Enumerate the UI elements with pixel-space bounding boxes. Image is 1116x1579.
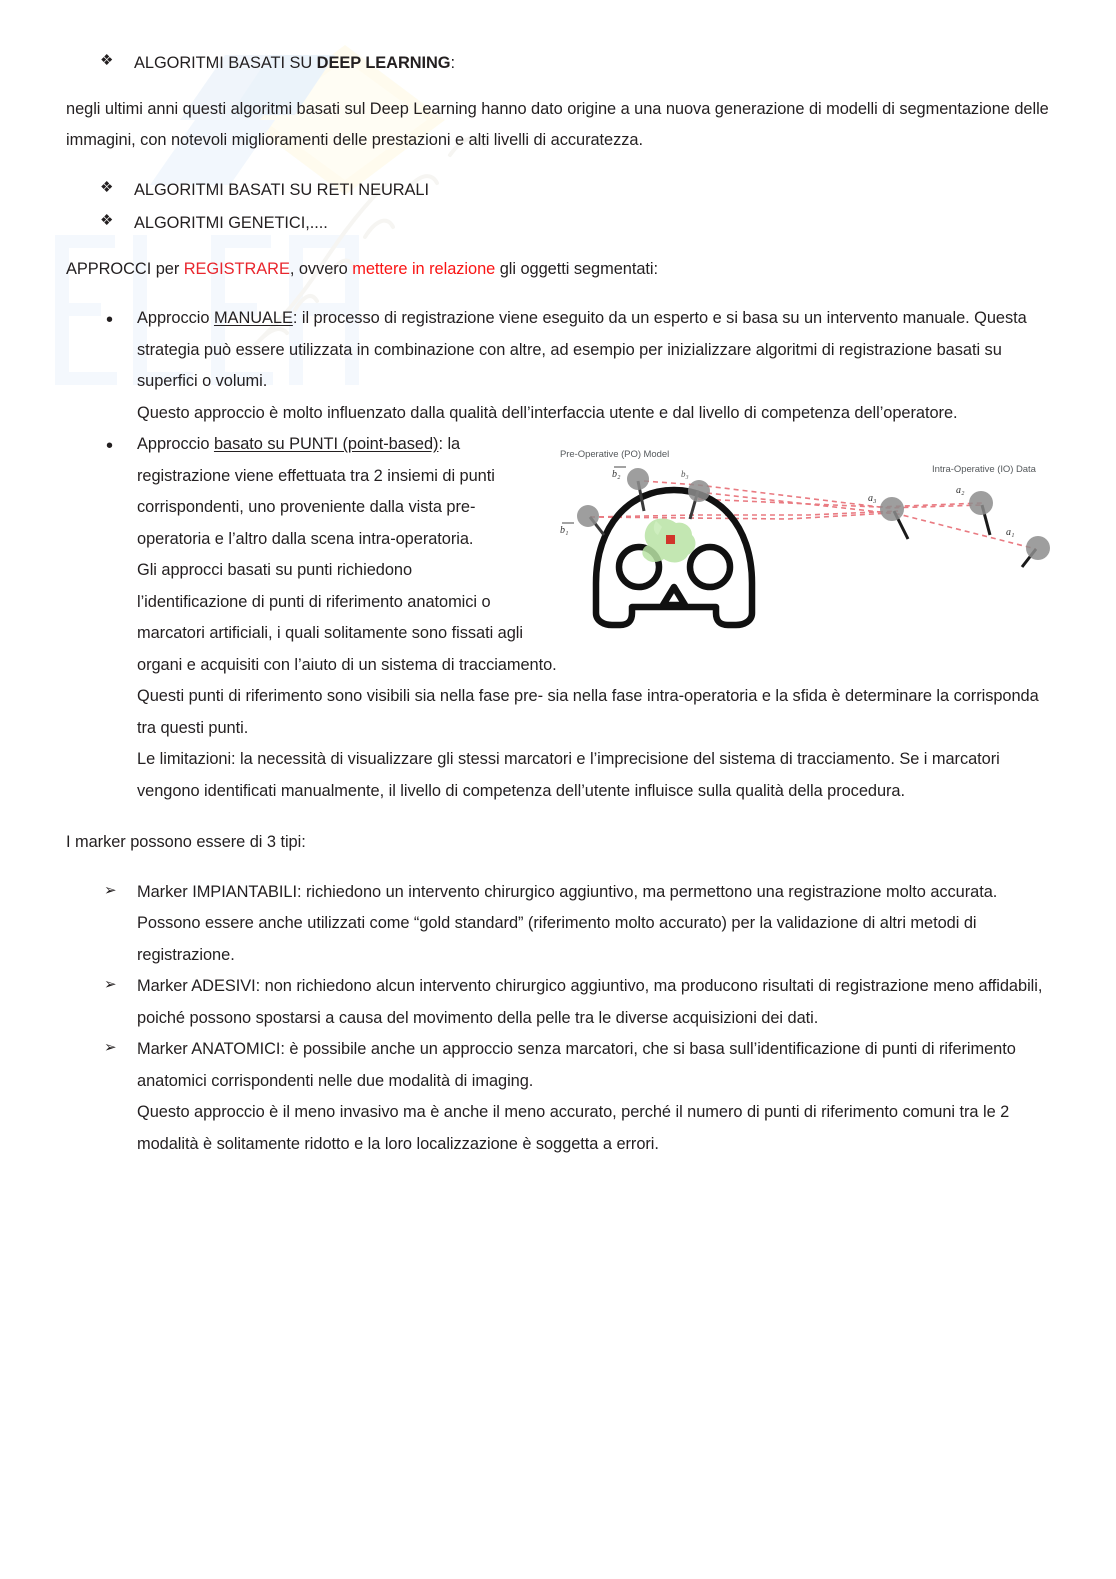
spacer bbox=[66, 82, 1054, 94]
deep-learning-heading-prefix: ALGORITMI BASATI SU bbox=[134, 54, 317, 72]
svg-text:b₃: b₃ bbox=[681, 469, 689, 479]
marker-intro: I marker possono essere di 3 tipi: bbox=[66, 833, 306, 851]
list-item bbox=[100, 48, 1054, 80]
list-item-marker-anatomici bbox=[104, 1034, 1054, 1160]
spacer bbox=[66, 865, 1054, 877]
marker-anatomici-name: Marker ANATOMICI bbox=[137, 1040, 281, 1058]
approccio-manuale-colon: : bbox=[292, 309, 302, 327]
marker-impiantabili-text: : richiedono un intervento chirurgico aggiuntivo, ma permettono una registrazione molto accurata. Possono essere anche utilizzati come “gold standard” (riferimento molto accurato) per la validazione di altri metodi di registrazione. bbox=[137, 882, 998, 964]
approcci-part2: , ovvero bbox=[289, 259, 353, 278]
list-item bbox=[100, 208, 1054, 240]
figure-caption-right: Intra-Operative (IO) Data bbox=[932, 464, 1036, 475]
approccio-punti-body2: Gli approcci basati su punti richiedono l’identificazione di punti di riferimento anatomici o marcatori artificiali, i quali solitamente sono fissati agli organi e acquisiti con l’aiuto di un sistema di tracciamento. bbox=[137, 561, 557, 674]
deep-learning-heading-bold: DEEP LEARNING bbox=[316, 54, 451, 72]
algorithm-list bbox=[66, 175, 1054, 240]
approcci-mettere-in-relazione: mettere in relazione bbox=[352, 259, 496, 278]
approccio-punti-body4: Le limitazioni: la necessità di visualizzare gli stessi marcatori e l’imprecisione del sistema di tracciamento. Se i marcatori vengono identificati manualmente, il livello di competenza dell’utente influisce sulla qualità della procedura. bbox=[137, 750, 1000, 800]
marker-adesivi-text: : non richiedono alcun intervento chirurgico aggiuntivo, ma producono risultati di registrazione meno affidabili, poiché possono spostarsi a causa del movimento della pelle tra le diverse acquisizioni dei dati. bbox=[137, 977, 1043, 1027]
algorithm-item-label: ALGORITMI GENETICI,.... bbox=[134, 214, 328, 232]
svg-text:a₁: a₁ bbox=[1006, 527, 1015, 538]
approcci-part1: APPROCCI per bbox=[66, 259, 184, 278]
list-item bbox=[100, 175, 1054, 207]
approccio-punti-body: la registrazione viene effettuata tra 2 insiemi di punti corrispondenti, uno proveniente dalla vista pre-operatoria e l’altro dalla scena intra-operatoria. bbox=[137, 435, 495, 548]
marker-adesivi-name: Marker ADESIVI bbox=[137, 977, 256, 995]
approcci-part3: gli oggetti segmentati: bbox=[495, 259, 659, 278]
approccio-manuale-body2: Questo approccio è molto influenzato dalla qualità dell’interfaccia utente e dal livello di competenza dell’operatore. bbox=[137, 403, 958, 422]
marker-anatomici-text2: Questo approccio è il meno invasivo ma è anche il meno accurato, perché il numero di punti di riferimento comuni tra le 2 modalità è solitamente ridotto e la loro localizzazione è soggetta a errori. bbox=[137, 1103, 1010, 1153]
registration-figure bbox=[538, 435, 1054, 635]
svg-text:b₁: b₁ bbox=[560, 525, 569, 536]
deep-learning-heading-list bbox=[66, 48, 1054, 80]
marker-anatomici-text: : è possibile anche un approccio senza marcatori, che si basa sull’identificazione di punti di riferimento anatomici corrispondenti nelle due modalità di imaging. bbox=[137, 1040, 1016, 1090]
spacer bbox=[66, 291, 1054, 303]
marker-impiantabili-name: Marker IMPIANTABILI bbox=[137, 882, 297, 901]
list-item-approccio-manuale bbox=[104, 303, 1054, 429]
approccio-manuale-label: MANUALE bbox=[213, 309, 293, 327]
approccio-punti-colon: : bbox=[438, 435, 448, 453]
deep-learning-heading-suffix: : bbox=[450, 54, 456, 72]
approcci-line bbox=[66, 254, 1054, 286]
list-item-marker-impiantabili bbox=[104, 877, 1054, 972]
algorithm-item-label: ALGORITMI BASATI SU RETI NEURALI bbox=[134, 180, 429, 199]
spacer bbox=[66, 807, 1054, 827]
marker-type-list bbox=[66, 877, 1054, 1161]
list-item-marker-adesivi bbox=[104, 971, 1054, 1034]
approccio-manuale-prefix: Approccio bbox=[137, 309, 214, 327]
figure-caption-left: • Pre-Operative (PO) Model bbox=[560, 449, 670, 460]
spacer bbox=[66, 163, 1054, 175]
approcci-registrare: REGISTRARE bbox=[183, 259, 290, 278]
approach-list bbox=[66, 303, 1054, 807]
svg-text:a₃: a₃ bbox=[868, 493, 877, 504]
approccio-punti-label: basato su PUNTI (point-based) bbox=[213, 435, 439, 453]
deep-learning-paragraph: negli ultimi anni questi algoritmi basati sul Deep Learning hanno dato origine a una nuova generazione di modelli di segmentazione delle immagini, con notevoli miglioramenti delle prestazioni e alti livelli di accuratezza. bbox=[66, 99, 1049, 149]
approccio-manuale-body: il processo di registrazione viene eseguito da un esperto e si basa su un intervento manuale. Questa strategia può essere utilizzata in combinazione con altre, ad esempio per inizializzare algoritmi di registrazione basati su superfici o volumi. bbox=[137, 309, 1027, 390]
spacer bbox=[66, 242, 1054, 254]
svg-text:a₂: a₂ bbox=[956, 485, 965, 496]
svg-text:b₂: b₂ bbox=[612, 469, 621, 480]
list-item-approccio-punti bbox=[104, 429, 1054, 807]
approccio-punti-prefix: Approccio bbox=[137, 435, 214, 453]
approccio-punti-body3: Questi punti di riferimento sono visibili sia nella fase pre- sia nella fase intra-operatoria e la sfida è determinare la corrisponda tra questi punti. bbox=[137, 687, 1039, 737]
